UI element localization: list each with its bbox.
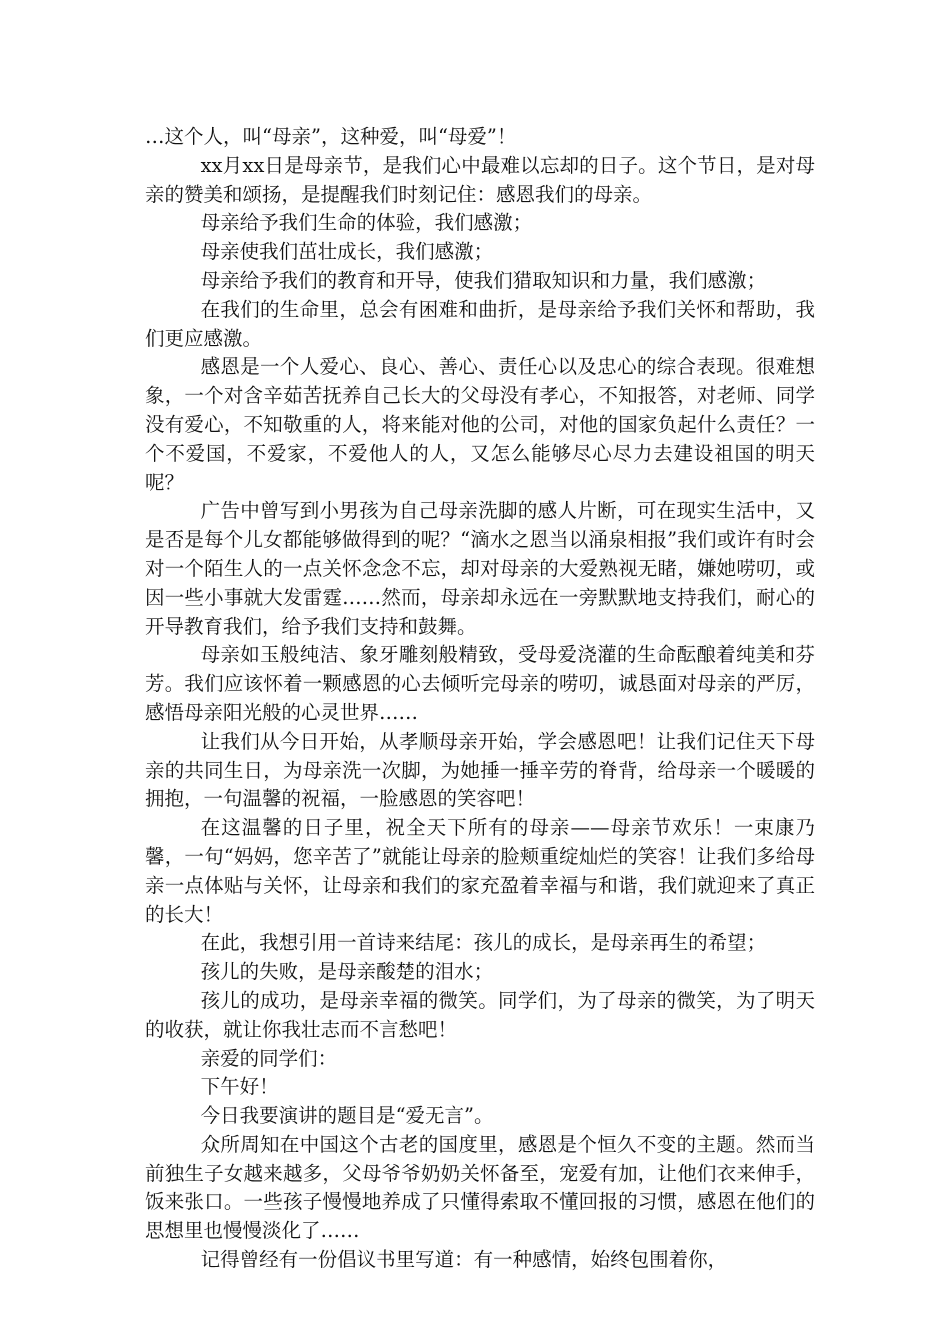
paragraph: 感恩是一个人爱心、良心、善心、责任心以及忠心的综合表现。很难想象，一个对含辛茹苦抚养自己长大的父母没有孝心，不知报答，对老师、同学没有爱心，不知敬重的人，将来能对他的公司，对他的国家负起什么责任？一个不爱国，不爱家，不爱他人的人，又怎么能够尽心尽力去建设祖国的明天呢？	[145, 355, 815, 494]
paragraph: 今日我要演讲的题目是“爱无言”。	[200, 1104, 494, 1128]
paragraph: 母亲给予我们生命的体验，我们感激；	[200, 211, 533, 235]
paragraph: 在此，我想引用一首诗来结尾：孩儿的成长，是母亲再生的希望；	[200, 931, 767, 955]
paragraph: 母亲给予我们的教育和开导，使我们猎取知识和力量，我们感激；	[200, 268, 767, 292]
paragraph: 孩儿的成功，是母亲幸福的微笑。同学们，为了母亲的微笑，为了明天的收获，就让你我壮志而不言愁吧！	[145, 988, 815, 1041]
paragraph: 孩儿的失败，是母亲酸楚的泪水；	[200, 960, 494, 984]
paragraph: xx月xx日是母亲节，是我们心中最难以忘却的日子。这个节日，是对母亲的赞美和颂扬，是提醒我们时刻记住：感恩我们的母亲。	[145, 153, 815, 206]
document-body	[145, 123, 815, 1275]
paragraph: 在我们的生命里，总会有困难和曲折，是母亲给予我们关怀和帮助，我们更应感激。	[145, 297, 815, 350]
paragraph: …这个人，叫“母亲”，这种爱，叫“母爱”！	[145, 125, 517, 148]
paragraph: 让我们从今日开始，从孝顺母亲开始，学会感恩吧！让我们记住天下母亲的共同生日，为母亲洗一次脚，为她捶一捶辛劳的脊背，给母亲一个暖暖的拥抱，一句温馨的祝福，一脸感恩的笑容吧！	[145, 729, 815, 811]
paragraph: 广告中曾写到小男孩为自己母亲洗脚的感人片断，可在现实生活中，又是否是每个儿女都能够做得到的呢？“滴水之恩当以涌泉相报”我们或许有时会对一个陌生人的一点关怀念念不忘，却对母亲的大爱熟视无睹，嫌她唠叨，或因一些小事就大发雷霆……然而，母亲却永远在一旁默默地支持我们，耐心的开导教育我们，给予我们支持和鼓舞。	[145, 499, 815, 638]
paragraph: 下午好！	[200, 1075, 279, 1099]
paragraph: 众所周知在中国这个古老的国度里，感恩是个恒久不变的主题。然而当前独生子女越来越多，父母爷爷奶奶关怀备至，宠爱有加，让他们衣来伸手，饭来张口。一些孩子慢慢地养成了只懂得索取不懂回报的习惯，感恩在他们的思想里也慢慢淡化了……	[145, 1132, 815, 1243]
paragraph: 亲爱的同学们：	[200, 1046, 338, 1070]
paragraph: 在这温馨的日子里，祝全天下所有的母亲——母亲节欢乐！一束康乃馨，一句“妈妈，您辛苦了”就能让母亲的脸颊重绽灿烂的笑容！让我们多给母亲一点体贴与关怀，让母亲和我们的家充盈着幸福与和谐，我们就迎来了真正的长大！	[145, 816, 815, 926]
paragraph: 母亲如玉般纯洁、象牙雕刻般精致，受母爱浇灌的生命酝酿着纯美和芬芳。我们应该怀着一颗感恩的心去倾听完母亲的唠叨，诚恳面对母亲的严厉，感悟母亲阳光般的心灵世界……	[145, 643, 815, 724]
paragraph: 母亲使我们茁壮成长，我们感激；	[200, 240, 494, 264]
paragraph: 记得曾经有一份倡议书里写道：有一种感情，始终包围着你，	[200, 1248, 728, 1272]
